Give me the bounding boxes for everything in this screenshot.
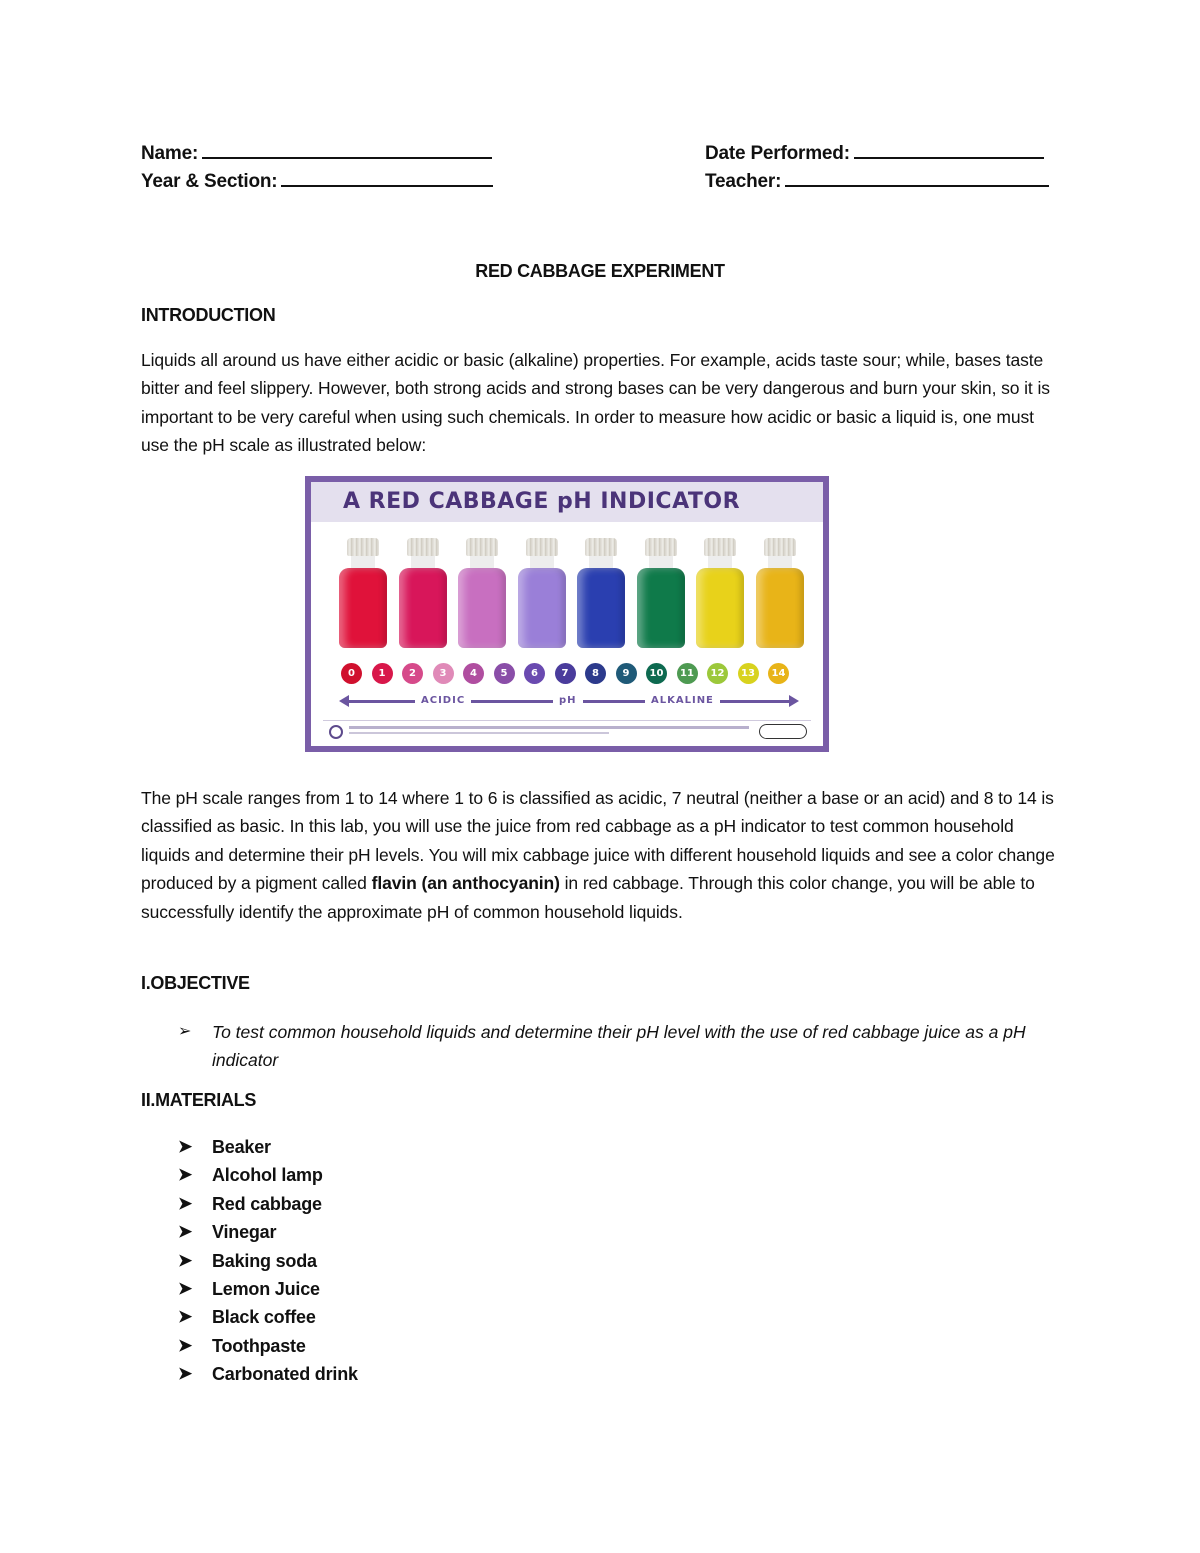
- bottle-cap: [347, 538, 379, 556]
- bottle-liquid: [696, 568, 744, 648]
- flavin-term: flavin (an anthocyanin): [371, 873, 560, 894]
- ph-number-circle: 13: [738, 663, 759, 684]
- arrow-bullet-icon: ➤: [178, 1137, 193, 1156]
- ph-number-circle: 12: [707, 663, 728, 684]
- credit-text-line-2: [349, 732, 609, 734]
- introduction-heading: INTRODUCTION: [141, 305, 276, 325]
- ph-number-circle: 9: [616, 663, 637, 684]
- bottle-cap: [526, 538, 558, 556]
- arrow-bullet-icon: ➢: [178, 1023, 192, 1040]
- ph-label: pH: [553, 695, 583, 706]
- bottle-cap: [764, 538, 796, 556]
- ph-number-circle: 3: [433, 663, 454, 684]
- arrow-bullet-icon: ➤: [178, 1222, 193, 1242]
- bottle-liquid: [399, 568, 447, 648]
- credit-text-line: [349, 726, 749, 729]
- name-label: Name:: [141, 143, 199, 164]
- arrow-bullet-icon: ➤: [178, 1278, 193, 1298]
- ph-number-circle: 2: [402, 663, 423, 684]
- figure-credits: [323, 720, 811, 743]
- left-arrow-icon: [339, 695, 349, 707]
- figure-title: A RED CABBAGE pH INDICATOR: [343, 489, 741, 514]
- material-label: Beaker: [212, 1137, 271, 1157]
- compound-interest-logo-icon: [329, 725, 343, 739]
- ph-number-circle: 7: [555, 663, 576, 684]
- bottle-cap: [466, 538, 498, 556]
- year-section-blank: [281, 184, 493, 187]
- arrow-bullet-icon: ➤: [178, 1193, 193, 1213]
- ph-number-circle: 1: [372, 663, 393, 684]
- objective-text: To test common household liquids and determine their pH level with the use of red cabbage juice as a pH indicator: [212, 1022, 1026, 1071]
- ph-number-circle: 8: [585, 663, 606, 684]
- date-performed-label: Date Performed:: [705, 143, 850, 164]
- material-label: Baking soda: [212, 1250, 317, 1271]
- bottle-cap: [585, 538, 617, 556]
- bottle-cap: [704, 538, 736, 556]
- bottle-cap: [645, 538, 677, 556]
- paragraph-2-text-end: in red cabbage. Through this color change, you will be able to successfully identify the approximate pH of common household liquids.: [141, 873, 1035, 922]
- ph-indicator-figure: [305, 476, 829, 752]
- material-label: Vinegar: [212, 1222, 277, 1243]
- objective-heading: I.OBJECTIVE: [141, 973, 250, 993]
- ph-number-circle: 0: [341, 663, 362, 684]
- material-label: Red cabbage: [212, 1193, 322, 1214]
- ph-number-circle: 11: [677, 663, 698, 684]
- ph-number-circle: 14: [768, 663, 789, 684]
- arrow-bullet-icon: ➤: [178, 1364, 193, 1384]
- name-field: [141, 143, 492, 165]
- teacher-blank: [785, 184, 1049, 187]
- material-label: Alcohol lamp: [212, 1165, 323, 1186]
- material-label: Toothpaste: [212, 1335, 306, 1356]
- introduction-paragraph-1: Liquids all around us have either acidic or basic (alkaline) properties. For example, acids taste sour; while, bases taste bitter and feel slippery. However, both strong acids and strong bases can be very dangerous and burn your skin, so it is important to be very careful when using such chemicals. In order to measure how acidic or basic a liquid is, one must use the pH scale as illustrated below:: [141, 350, 1050, 456]
- material-label: Lemon Juice: [212, 1278, 320, 1299]
- creative-commons-icon: [759, 724, 807, 739]
- bottle-liquid: [458, 568, 506, 648]
- bottle-cap: [407, 538, 439, 556]
- ph-number-circle: 4: [463, 663, 484, 684]
- date-performed-blank: [854, 156, 1044, 159]
- date-performed-field: [705, 143, 1044, 165]
- bottle-liquid: [577, 568, 625, 648]
- ph-number-circle: 5: [494, 663, 515, 684]
- document-title: RED CABBAGE EXPERIMENT: [475, 261, 725, 281]
- right-arrow-icon: [789, 695, 799, 707]
- arrow-bullet-icon: ➤: [178, 1250, 193, 1270]
- year-section-label: Year & Section:: [141, 171, 278, 192]
- introduction-paragraph-2: [141, 784, 1061, 926]
- materials-heading: II.MATERIALS: [141, 1090, 257, 1110]
- bottle-liquid: [518, 568, 566, 648]
- year-section-field: [141, 171, 493, 193]
- material-label: Black coffee: [212, 1307, 316, 1328]
- paragraph-2-text: The pH scale ranges from 1 to 14 where 1 to 6 is classified as acidic, 7 neutral (neither a base or an acid) and 8 to 14 is classified as basic. In this lab, you will use the juice from red cabbage as a pH indicator to test common household liquids and determine their pH levels. You will mix cabbage juice with different household liquids and see a color change produced by a pigment called: [141, 788, 1055, 894]
- alkaline-label: ALKALINE: [645, 695, 720, 706]
- name-blank: [202, 156, 492, 159]
- arrow-bullet-icon: ➤: [178, 1335, 193, 1355]
- acidic-label: ACIDIC: [415, 695, 471, 706]
- material-label: Carbonated drink: [212, 1364, 358, 1385]
- arrow-bullet-icon: ➤: [178, 1165, 193, 1185]
- teacher-label: Teacher:: [705, 171, 782, 192]
- ph-number-circle: 6: [524, 663, 545, 684]
- arrow-bullet-icon: ➤: [178, 1307, 193, 1327]
- ph-number-circle: 10: [646, 663, 667, 684]
- bottle-liquid: [637, 568, 685, 648]
- bottle-liquid: [339, 568, 387, 648]
- bottle-liquid: [756, 568, 804, 648]
- teacher-field: [705, 171, 1049, 193]
